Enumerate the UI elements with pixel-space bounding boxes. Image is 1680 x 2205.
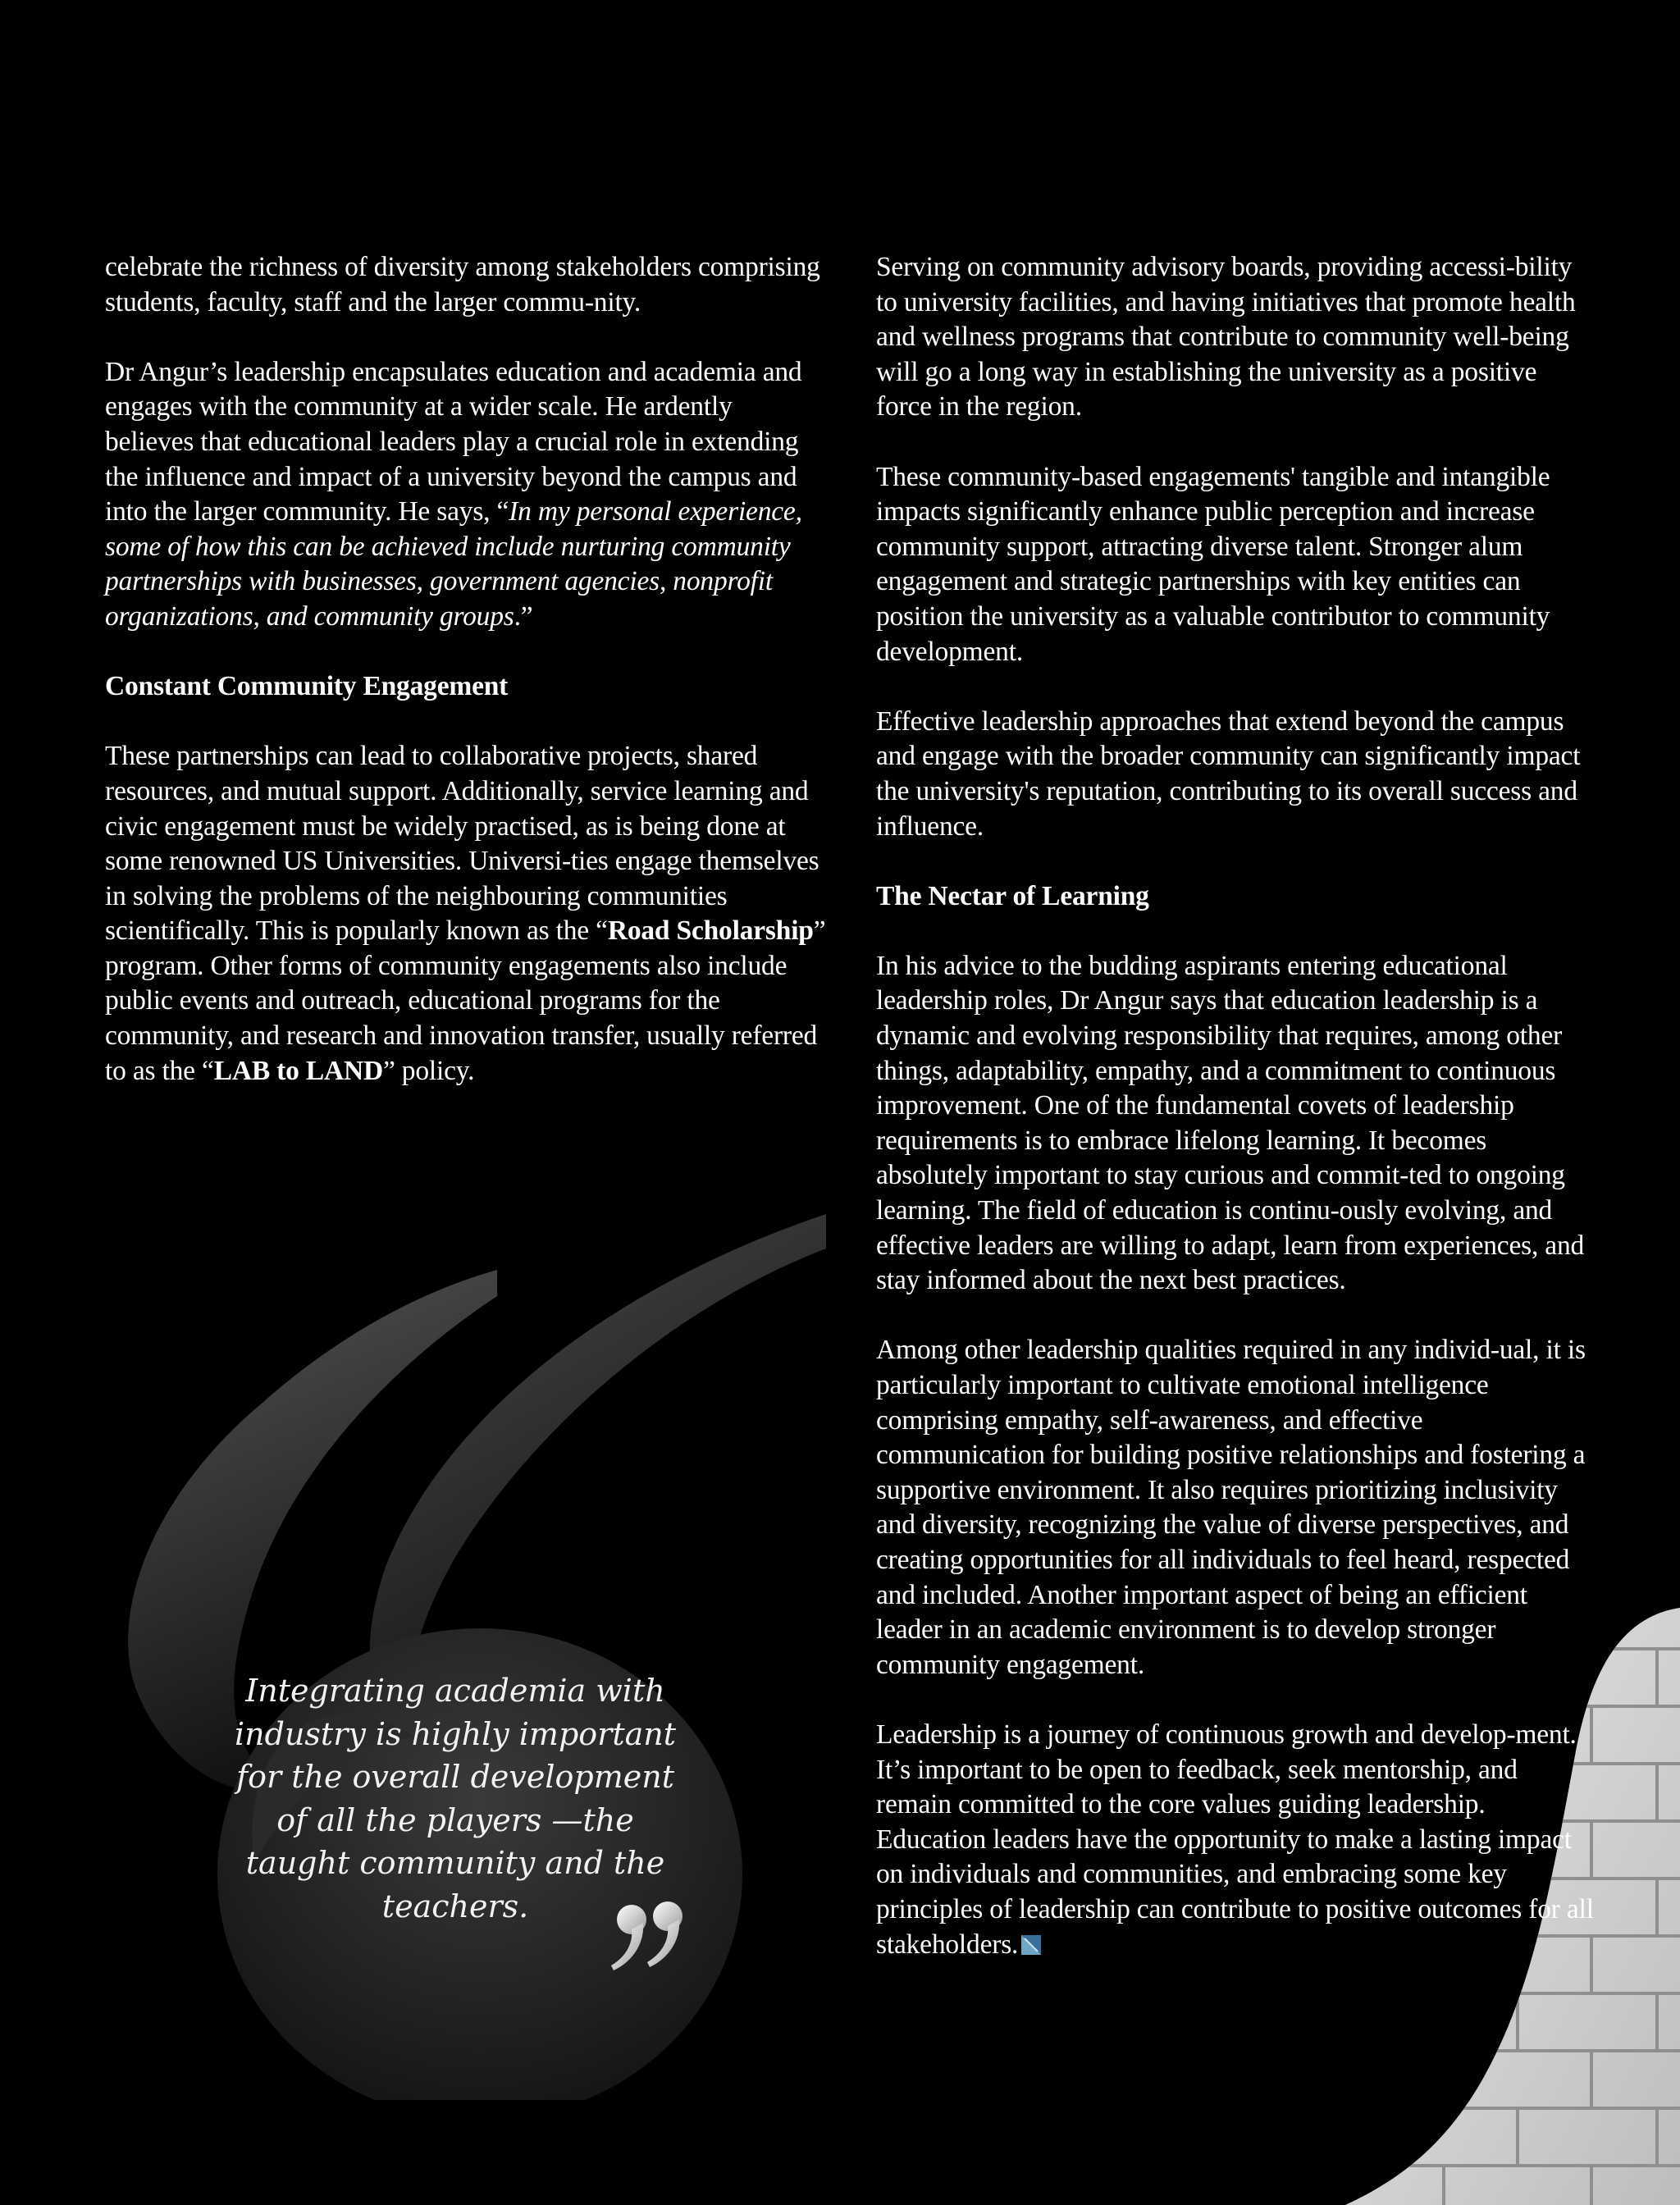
angur-quote: In my personal experience, some of how this can be achieved include nurturing community partnerships with businesses, government agencies, nonprofit organizations, and community groups xyxy=(105,496,802,632)
lab-to-land-term: LAB to LAND xyxy=(213,1055,383,1086)
left-text-column xyxy=(105,250,827,1124)
right-paragraph-2: These community-based engagements' tangible and intangible impacts significantly enhance public perception and increase community support, attracting diverse talent. Stronger alum engagement and strategic partnerships with key entities can position the university as a valuable contributor to community development. xyxy=(876,461,1550,667)
right-paragraph-4: In his advice to the budding aspirants entering educational leadership roles, Dr Angur says that education leadership is a dynamic and evolving responsibility that requires, among other things, adaptability, empathy, and a commitment to continuous improvement. One of the fundamental covets of leadership requirements is to embrace lifelong learning. It becomes absolutely important to stay curious and commit-ted to ongoing learning. The field of education is continu-ously evolving, and effective leaders are willing to adapt, learn from experiences, and stay informed about the next best practices. xyxy=(876,950,1585,1296)
left-paragraph-2 xyxy=(105,355,827,635)
right-paragraph-6 xyxy=(876,1718,1598,1962)
end-of-article-icon xyxy=(1021,1935,1041,1955)
left-paragraph-3 xyxy=(105,739,827,1089)
right-paragraph-6-text: Leadership is a journey of continuous growth and develop-ment. It’s important to be open to feedback, seek mentorship, and remain committed to the core values guiding leadership. Education leaders have the opportunity to make a lasting impact on individuals and communities, and embracing some key principles of leadership can contribute to positive outcomes for all stakeholders. xyxy=(876,1719,1594,1960)
left-paragraph-3-text: These partnerships can lead to collaborative projects, shared resources, and mutual support. Additionally, service learning and civic engagement must be widely practised, as is being done at some renowned US Universities. Universi-ties engage themselves in solving the problems of the neighbouring communities scientifically. This is popularly known as the “ xyxy=(105,741,819,947)
road-scholarship-term: Road Scholarship xyxy=(607,915,814,947)
right-paragraph-1: Serving on community advisory boards, providing accessi-bility to university facilities, and having initiatives that promote health and wellness programs that contribute to community well-being will go a long way in establishing the university as a positive force in the region. xyxy=(876,252,1576,422)
right-text-column xyxy=(876,250,1598,1997)
pull-quote: Integrating academia with industry is highly important for the overall development of all the players —the taught community and the teachers. xyxy=(235,1673,676,1924)
heading-nectar-of-learning: The Nectar of Learning xyxy=(876,880,1149,911)
left-paragraph-2-text: Dr Angur’s leadership encapsulates education and academia and engages with the community at a wider scale. He ardently believes that educational leaders play a crucial role in extending the influence and impact of a university beyond the campus and into the larger community. He says, “ xyxy=(105,356,802,527)
large-quote-mark-graphic xyxy=(115,1214,853,2100)
right-paragraph-3: Effective leadership approaches that extend beyond the campus and engage with the broader community can significantly impact the university's reputation, contributing to its overall success and influence. xyxy=(876,705,1581,842)
left-paragraph-3-mid: ” program. Other forms of community engagements also include public events and outreach, educational programs for the community, and research and innovation transfer, usually referred to as the “ xyxy=(105,915,826,1086)
left-paragraph-1: celebrate the richness of diversity among stakeholders comprising students, faculty, staff and the larger commu-nity. xyxy=(105,252,820,317)
left-paragraph-3-end: ” policy. xyxy=(382,1055,475,1086)
right-paragraph-5: Among other leadership qualities required in any individ-ual, it is particularly important to cultivate emotional intelligence comprising empathy, self-awareness, and effective communication for building positive relationships and fostering a supportive environment. It also requires prioritizing inclusivity and diversity, recognizing the value of diverse perspectives, and creating opportunities for all individuals to feel heard, respected and included. Another important aspect of being an efficient leader in an academic environment is to develop stronger community engagement. xyxy=(876,1335,1586,1680)
heading-constant-community-engagement: Constant Community Engagement xyxy=(105,671,509,702)
left-paragraph-2-end: .” xyxy=(514,600,533,632)
closing-quote-icon xyxy=(607,1895,697,1985)
